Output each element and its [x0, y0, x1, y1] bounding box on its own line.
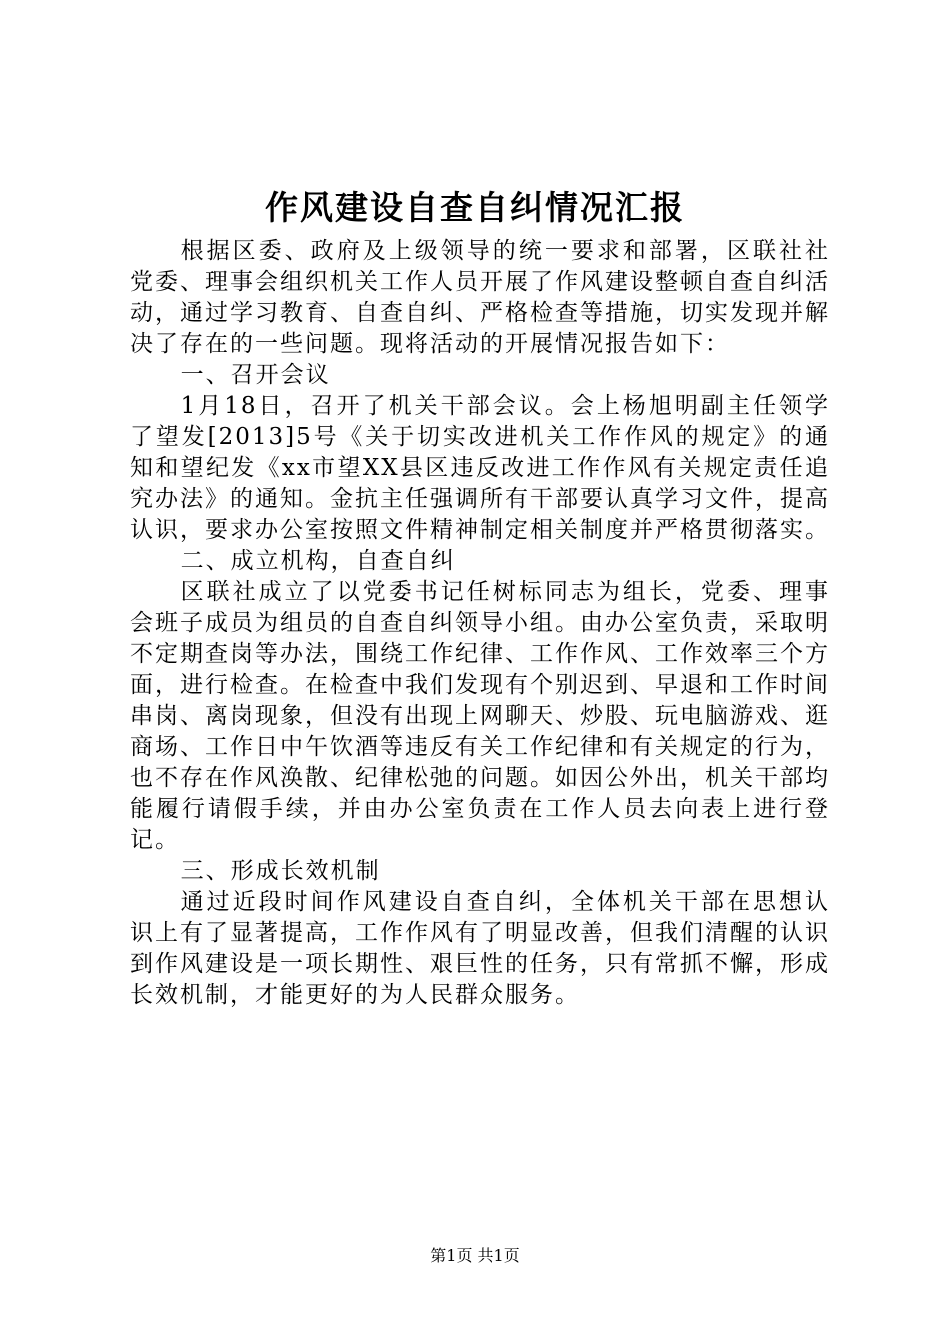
section-heading-meeting: 一、召开会议: [180, 362, 331, 388]
document-title: 作风建设自查自纠情况汇报: [265, 188, 685, 227]
section-heading-organization: 二、成立机构，自查自纠: [180, 548, 456, 574]
document-body: [130, 236, 830, 1011]
page-number-footer: 第1页 共1页: [430, 1246, 520, 1265]
organization-paragraph: 区联社成立了以党委书记任树标同志为组长，党委、理事会班子成员为组员的自查自纠领导小组。由办公室负责，采取明不定期查岗等办法，围绕工作纪律、工作作风、工作效率三个方面，进行检查。在检查中我们发现有个别迟到、早退和工作时间串岗、离岗现象，但没有出现上网聊天、炒股、玩电脑游戏、逛商场、工作日中午饮酒等违反有关工作纪律和有关规定的行为，也不存在作风涣散、纪律松弛的问题。如因公外出，机关干部均能履行请假手续，并由办公室负责在工作人员去向表上进行登记。: [130, 579, 830, 853]
meeting-paragraph: 1月18日，召开了机关干部会议。会上杨旭明副主任领学了望发[2013]5号《关于切实改进机关工作作风的规定》的通知和望纪发《xx市望XX县区违反改进工作作风有关规定责任追究办法》的通知。金抗主任强调所有干部要认真学习文件，提高认识，要求办公室按照文件精神制定相关制度并严格贯彻落实。: [130, 393, 830, 543]
intro-paragraph: 根据区委、政府及上级领导的统一要求和部署，区联社社党委、理事会组织机关工作人员开展了作风建设整顿自查自纠活动，通过学习教育、自查自纠、严格检查等措施，切实发现并解决了存在的一些问题。现将活动的开展情况报告如下：: [130, 238, 830, 357]
section-heading-mechanism: 三、形成长效机制: [180, 858, 381, 884]
mechanism-paragraph: 通过近段时间作风建设自查自纠，全体机关干部在思想认识上有了显著提高，工作作风有了明显改善，但我们清醒的认识到作风建设是一项长期性、艰巨性的任务，只有常抓不懈，形成长效机制，才能更好的为人民群众服务。: [130, 889, 830, 1008]
